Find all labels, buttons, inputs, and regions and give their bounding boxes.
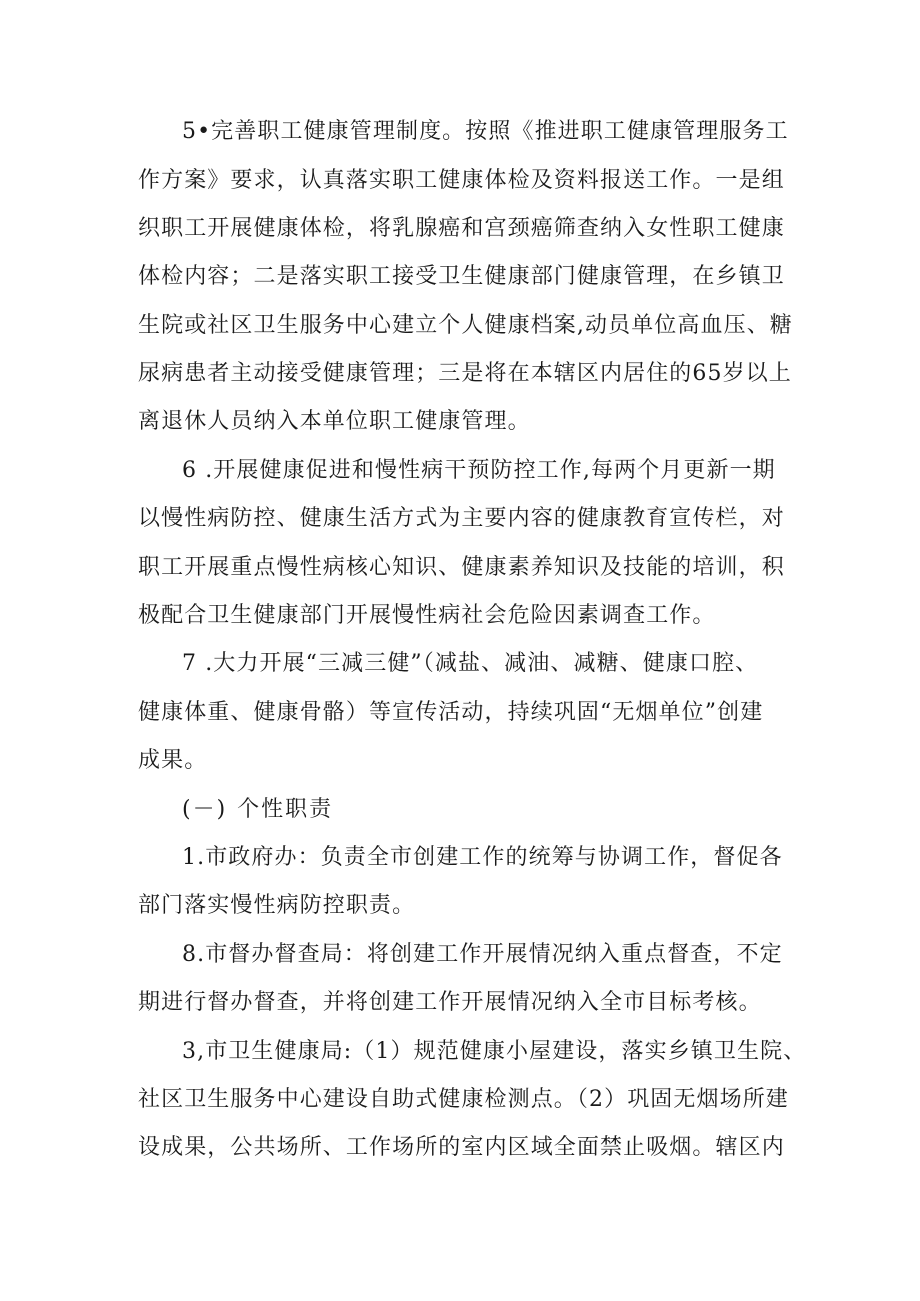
duty-8-line-2: 期进行督办督查，并将创建工作开展情况纳入全市目标考核。 [138, 990, 762, 1015]
section-subheading [182, 795, 333, 825]
paragraph-5-line-7: 离退休人员纳入本单位职工健康管理。 [138, 409, 531, 434]
paragraph-7-line-2: 健康体重、健康骨骼）等宣传活动，持续巩固“无烟单位”创建 [138, 700, 764, 725]
subheading-number: (－) [182, 797, 228, 822]
paragraph-6-line-2: 以慢性病防控、健康生活方式为主要内容的健康教育宣传栏，对 [138, 506, 785, 531]
duty-1-line-2: 部门落实慢性病防控职责。 [138, 893, 416, 918]
duty-1-line-1: 1.市政府办：负责全市创建工作的统筹与协调工作，督促各 [182, 845, 783, 870]
duty-8-line-1: 8.市督办督查局：将创建工作开展情况纳入重点督查，不定 [182, 942, 783, 967]
paragraph-7-line-1: 7 .大力开展“三减三健”（减盐、减油、减糖、健康口腔、 [182, 651, 759, 676]
paragraph-5-line-3: 织职工开展健康体检，将乳腺癌和宫颈癌筛查纳入女性职工健康 [138, 216, 785, 241]
paragraph-6-line-1: 6 .开展健康促进和慢性病干预防控工作,每两个月更新一期 [182, 458, 776, 483]
subheading-title: 个性职责 [237, 797, 334, 822]
paragraph-5-line-1: 5•完善职工健康管理制度。按照《推进职工健康管理服务工 [182, 119, 789, 144]
duty-3-line-2: 社区卫生服务中心建设自助式健康检测点。（2）巩固无烟场所建 [138, 1087, 789, 1112]
paragraph-6-line-3: 职工开展重点慢性病核心知识、健康素养知识及技能的培训，积 [138, 555, 785, 580]
paragraph-7-line-3: 成果。 [138, 748, 208, 773]
paragraph-5-line-4: 体检内容；二是落实职工接受卫生健康部门健康管理，在乡镇卫 [138, 264, 785, 289]
paragraph-5-line-5: 生院或社区卫生服务中心建立个人健康档案,动员单位高血压、糖 [138, 313, 793, 338]
duty-3-line-1: 3,市卫生健康局:（1）规范健康小屋建设，落实乡镇卫生院、 [182, 1039, 807, 1064]
paragraph-5-line-6: 尿病患者主动接受健康管理；三是将在本辖区内居住的65岁以上 [138, 361, 792, 386]
paragraph-5-line-2: 作方案》要求，认真落实职工健康体检及资料报送工作。一是组 [138, 168, 785, 193]
duty-3-line-3: 设成果，公共场所、工作场所的室内区域全面禁止吸烟。辖区内 [138, 1135, 785, 1160]
paragraph-6-line-4: 极配合卫生健康部门开展慢性病社会危险因素调查工作。 [138, 603, 716, 628]
